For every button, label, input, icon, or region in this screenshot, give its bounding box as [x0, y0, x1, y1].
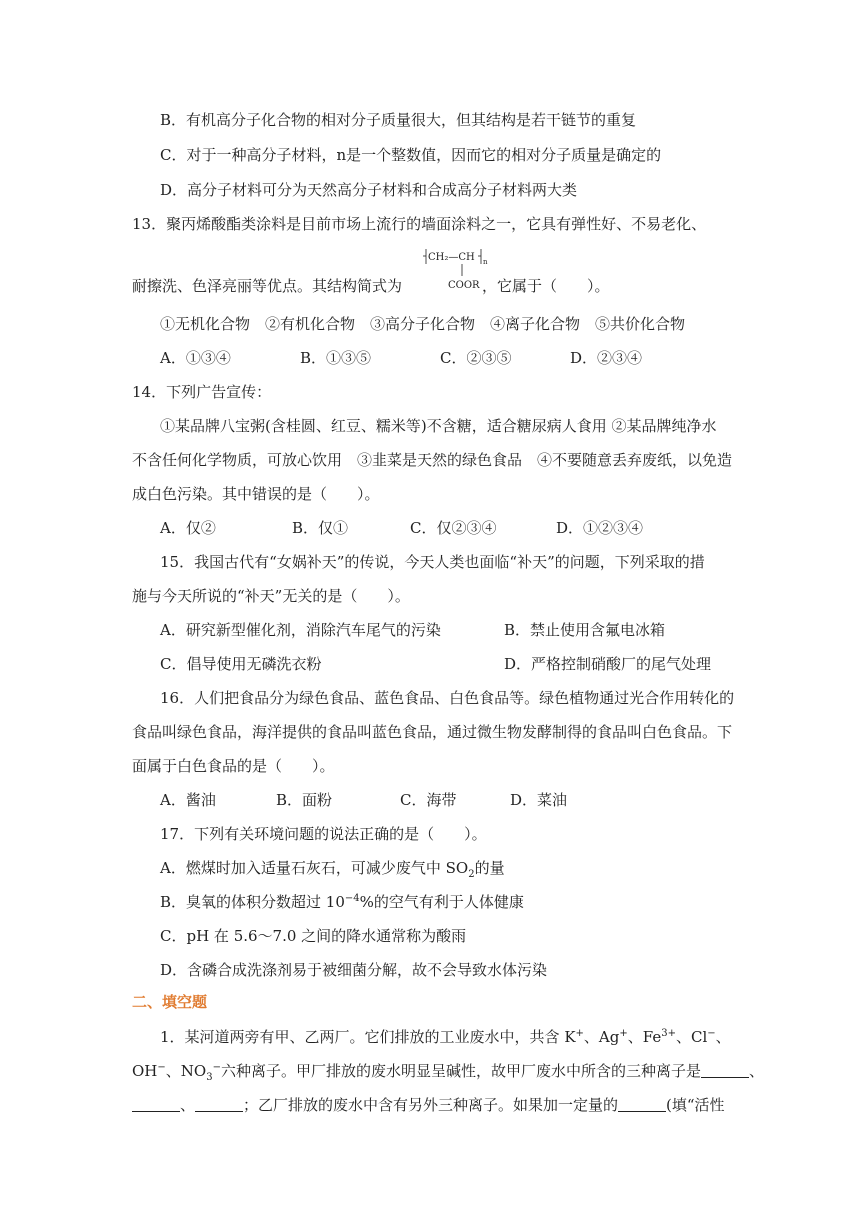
q16-option-c: C．海带 — [400, 791, 457, 809]
q16-line2: 食品叫绿色食品，海洋提供的食品叫蓝色食品，通过微生物发酵制得的食品叫白色食品。下 — [132, 723, 733, 741]
answer-blank-4[interactable] — [618, 1095, 666, 1112]
q14-line1: ①某品牌八宝粥(含桂圆、红豆、糯米等)不含糖，适合糖尿病人食用 ②某品牌纯净水 — [160, 417, 717, 435]
q17-b-text: B．臭氧的体积分数超过 10 — [160, 893, 345, 911]
fill1-l1-c: 、Fe — [627, 1028, 662, 1046]
q13-option-c: C．②③⑤ — [440, 349, 512, 367]
q15-line1: 15．我国古代有“女娲补天”的传说，今天人类也面临“补天”的问题，下列采取的措 — [160, 553, 705, 571]
q17-option-d: D．含磷合成洗涤剂易于被细菌分解，故不会导致水体污染 — [160, 961, 548, 979]
fill1-line1 — [160, 1027, 860, 1047]
formula-n: n — [483, 258, 488, 266]
fill1-l1-b: 、Ag — [583, 1028, 620, 1046]
q12-option-b: B．有机高分子化合物的相对分子质量很大，但其结构是若干链节的重复 — [160, 111, 637, 129]
q16-line1: 16．人们把食品分为绿色食品、蓝色食品、白色食品等。绿色植物通过光合作用转化的 — [160, 689, 735, 707]
q14-line3: 成白色污染。其中错误的是（ ）。 — [132, 485, 380, 503]
q14-option-c: C．仅②③④ — [410, 519, 497, 537]
q16-option-d: D．菜油 — [510, 791, 568, 809]
q12-option-d: D．高分子材料可分为天然高分子材料和合成高分子材料两大类 — [160, 181, 578, 199]
sup-k: + — [575, 1028, 584, 1039]
sup-ag: + — [619, 1028, 628, 1039]
sup-cl: − — [707, 1028, 716, 1039]
fill1-l3-b: ；乙厂排放的废水中含有另外三种离子。如果加一定量的 — [243, 1096, 619, 1114]
sup-fe: 3+ — [661, 1028, 676, 1039]
fill1-l3-c: (填“活性 — [666, 1096, 725, 1114]
q14-option-b: B．仅① — [292, 519, 349, 537]
fill1-l2-c: 六种离子。甲厂排放的废水明显呈碱性，故甲厂废水中所含的三种离子是 — [220, 1062, 701, 1080]
q14-option-a: A．仅② — [160, 519, 216, 537]
q15-option-d: D．严格控制硝酸厂的尾气处理 — [504, 655, 712, 673]
q17-stem: 17．下列有关环境问题的说法正确的是（ ）。 — [160, 825, 487, 843]
q14-option-d: D．①②③④ — [556, 519, 644, 537]
fill1-l1-a: 1．某河道两旁有甲、乙两厂。它们排放的工业废水中，共含 K — [160, 1028, 576, 1046]
fill1-l2-d: 、 — [749, 1062, 765, 1080]
answer-blank-1[interactable] — [701, 1061, 749, 1078]
formula-bottom: COOR — [448, 280, 480, 291]
q17-b-post: %的空气有利于人体健康 — [359, 893, 524, 911]
q13-stem-line2-a: 耐擦洗、色泽亮丽等优点。其结构简式为 — [132, 277, 403, 295]
q14-line2: 不含任何化学物质，可放心饮用 ③韭菜是天然的绿色食品 ④不要随意丢弃废纸，以免造 — [132, 451, 733, 469]
polymer-structure-formula — [414, 243, 494, 293]
fill1-l2-b: 、NO — [165, 1062, 207, 1080]
fill1-line2 — [132, 1061, 860, 1081]
answer-blank-2[interactable] — [132, 1095, 180, 1112]
q12-option-c: C．对于一种高分子材料，n是一个整数值，因而它的相对分子质量是确定的 — [160, 146, 662, 164]
section-title-fill-in: 二、填空题 — [132, 993, 208, 1011]
q17-option-c: C．pH 在 5.6～7.0 之间的降水通常称为酸雨 — [160, 927, 467, 945]
answer-blank-3[interactable] — [195, 1095, 243, 1112]
q16-line3: 面属于白色食品的是（ ）。 — [132, 757, 335, 775]
q13-items: ①无机化合物 ②有机化合物 ③高分子化合物 ④离子化合物 ⑤共价化合物 — [160, 315, 686, 333]
formula-top: CH₂—CH — [428, 252, 475, 263]
fill1-l2-a: OH — [132, 1062, 158, 1080]
q16-option-a: A．酱油 — [160, 791, 216, 809]
fill1-l3-a: 、 — [180, 1096, 196, 1114]
q17-option-a — [160, 858, 860, 878]
q17-a-text: A．燃煤时加入适量石灰石，可减少废气中 SO — [160, 859, 469, 877]
q17-option-b — [160, 892, 860, 912]
sub-no3: 3 — [206, 1072, 213, 1083]
q15-option-c: C．倡导使用无磷洗衣粉 — [160, 655, 322, 673]
fill1-l1-e: 、 — [715, 1028, 731, 1046]
q13-option-d: D．②③④ — [570, 349, 643, 367]
fill1-line3 — [132, 1095, 860, 1115]
q17-a-post: 的量 — [474, 859, 505, 877]
fill1-l1-d: 、Cl — [675, 1028, 708, 1046]
q13-stem-line2-b: ，它属于（ ）。 — [482, 277, 610, 295]
q14-stem: 14．下列广告宣传： — [132, 383, 272, 401]
q17-a-sub: 2 — [468, 869, 475, 880]
q13-stem-line1: 13．聚丙烯酸酯类涂料是目前市场上流行的墙面涂料之一，它具有弹性好、不易老化、 — [132, 215, 707, 233]
q15-line2: 施与今天所说的“补天”无关的是（ ）。 — [132, 587, 410, 605]
q15-option-a: A．研究新型催化剂，消除汽车尾气的污染 — [160, 621, 441, 639]
q13-option-b: B．①③⑤ — [300, 349, 372, 367]
q15-option-b: B．禁止使用含氟电冰箱 — [504, 621, 666, 639]
sup-no3: − — [212, 1062, 221, 1073]
q17-b-sup: −4 — [344, 893, 360, 904]
q13-option-a: A．①③④ — [160, 349, 231, 367]
sup-oh: − — [157, 1062, 166, 1073]
q16-option-b: B．面粉 — [276, 791, 333, 809]
